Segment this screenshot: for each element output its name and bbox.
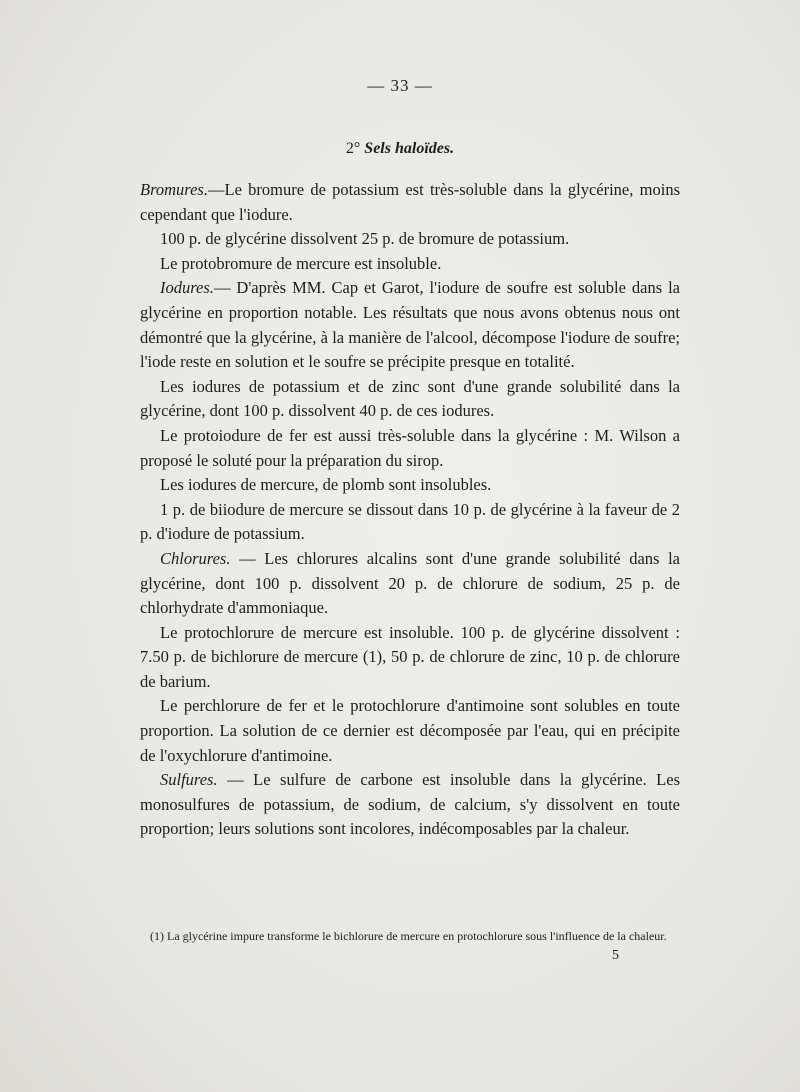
paragraph-text: Le protochlorure de mercure est insoluble. 100 p. de glycérine dissolvent : 7.50 p. de bichlorure de mercure (1), 50 p. de chlorure de zinc, 10 p. de chlorure de barium. [140, 622, 680, 691]
paragraph-text: Le perchlorure de fer et le protochlorure d'antimoine sont solubles en toute proportion. La solution de ce dernier est décomposée par l'eau, qui en précipite de l'oxychlorure d'antimoine. [140, 696, 680, 765]
paragraph-text: Le protobromure de mercure est insoluble. [160, 253, 442, 273]
paragraph [140, 178, 680, 227]
paragraph-text: Les iodures de potassium et de zinc sont d'une grande solubilité dans la glycérine, dont 100 p. dissolvent 40 p. de ces iodures. [140, 376, 680, 421]
paragraph [140, 768, 680, 842]
paragraph-text: Le protoiodure de fer est aussi très-soluble dans la glycérine : M. Wilson a proposé le soluté pour la préparation du sirop. [140, 425, 680, 470]
paragraph-lead: Chlorures. [160, 548, 231, 568]
paragraph [140, 252, 680, 277]
paragraph [140, 276, 680, 374]
paragraph-text: 1 p. de biiodure de mercure se dissout dans 10 p. de glycérine à la faveur de 2 p. d'iodure de potassium. [140, 499, 680, 544]
body-text [140, 178, 680, 842]
section-heading-number: 2° [345, 140, 361, 157]
paragraph [140, 375, 680, 424]
paragraph [140, 547, 680, 621]
paragraph-text: —Le bromure de potassium est très-soluble dans la glycérine, moins cependant que l'iodure. [140, 180, 680, 224]
footnote: (1) La glycérine impure transforme le bichlorure de mercure en protochlorure sous l'influence de la chaleur. [150, 929, 667, 943]
paragraph-text: Les iodures de mercure, de plomb sont insolubles. [160, 475, 492, 495]
paragraph [140, 498, 680, 547]
paragraph-lead: Bromures. [140, 180, 208, 199]
paragraph-lead: Iodures. [160, 278, 214, 298]
paragraph-text: — Le sulfure de carbone est insoluble dans la glycérine. Les monosulfures de potassium, de sodium, de calcium, s'y dissolvent en toute proportion; leurs solutions sont incolores, indécomposables par la chaleur. [140, 770, 680, 839]
paragraph [140, 621, 680, 695]
signature-mark: 5 [612, 948, 619, 963]
paragraph [140, 227, 680, 252]
paragraph [140, 694, 680, 768]
paragraph [140, 473, 680, 498]
section-heading-title: Sels haloïdes. [364, 140, 455, 157]
paragraph-text: — Les chlorures alcalins sont d'une grande solubilité dans la glycérine, dont 100 p. dissolvent 20 p. de chlorure de sodium, 25 p. de chlorhydrate d'ammoniaque. [140, 548, 680, 618]
paragraph-lead: Sulfures. [160, 770, 218, 790]
section-heading [0, 140, 800, 158]
page-number: — 33 — [367, 76, 433, 95]
paragraph [140, 424, 680, 473]
paragraph-text: — D'après MM. Cap et Garot, l'iodure de soufre est soluble dans la glycérine en proportion notable. Les résultats que nous avons obtenus nous ont démontré que la glycérine, à la manière de l'alcool, décompose l'iodure de soufre; l'iode reste en solution et le soufre se précipite presque en totalité. [140, 278, 680, 372]
paragraph-text: 100 p. de glycérine dissolvent 25 p. de bromure de potassium. [160, 229, 570, 249]
